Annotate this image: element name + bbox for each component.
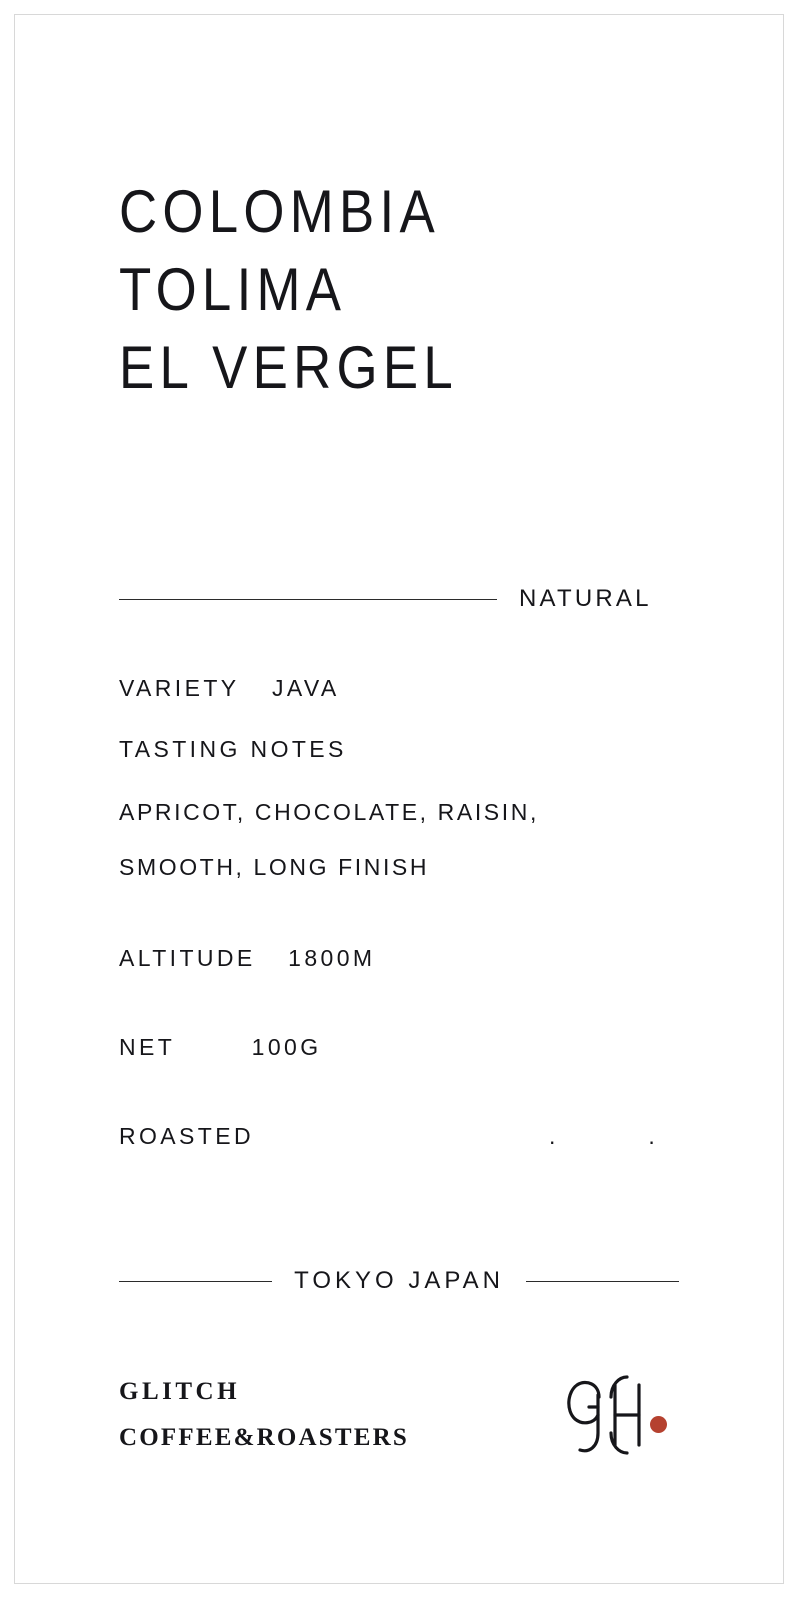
- tasting-notes-line-2: SMOOTH, LONG FINISH: [119, 854, 430, 880]
- gc-monogram-icon: [553, 1367, 673, 1463]
- brand-line-2: COFFEE&ROASTERS: [119, 1424, 409, 1451]
- origin-label: TOKYO JAPAN: [294, 1267, 504, 1294]
- page-title: [119, 173, 679, 407]
- spec-row-variety: [119, 675, 679, 702]
- roasted-dot-1: .: [549, 1123, 559, 1149]
- altitude-value: 1800M: [288, 945, 376, 971]
- process-row: [119, 585, 679, 613]
- title-line-2: TOLIMA: [119, 256, 347, 323]
- spec-row-tasting-notes: [119, 736, 679, 895]
- process-divider: [119, 599, 497, 600]
- origin-divider-left: [119, 1281, 272, 1282]
- variety-label: VARIETY: [119, 675, 240, 701]
- tasting-notes-line-1: APRICOT, CHOCOLATE, RAISIN,: [119, 799, 539, 825]
- altitude-label: ALTITUDE: [119, 945, 256, 971]
- process-label: NATURAL: [519, 585, 652, 612]
- spec-list: [119, 675, 679, 1184]
- title-line-1: COLOMBIA: [119, 178, 440, 245]
- coffee-bag-label: [14, 14, 784, 1584]
- brand-accent-dot: [650, 1416, 667, 1433]
- title-line-3: EL VERGEL: [119, 334, 459, 401]
- origin-divider-right: [526, 1281, 679, 1282]
- label-content: [105, 15, 695, 1583]
- origin-row: [119, 1267, 679, 1295]
- roasted-label: ROASTED: [119, 1123, 254, 1149]
- roasted-date-placeholder: [549, 1123, 658, 1150]
- roasted-dot-2: .: [648, 1123, 659, 1149]
- brand-line-1: GLITCH: [119, 1378, 241, 1405]
- variety-value: JAVA: [271, 675, 340, 701]
- brand-name: [119, 1369, 409, 1461]
- tasting-notes-label: TASTING NOTES: [119, 736, 347, 762]
- tasting-notes-values: [119, 785, 679, 895]
- spec-row-roasted: [119, 1123, 679, 1150]
- spec-row-altitude: [119, 945, 679, 972]
- net-value: 100G: [251, 1034, 322, 1060]
- brand-footer: [119, 1367, 679, 1463]
- spec-row-net: [119, 1034, 679, 1061]
- net-label: NET: [119, 1034, 176, 1060]
